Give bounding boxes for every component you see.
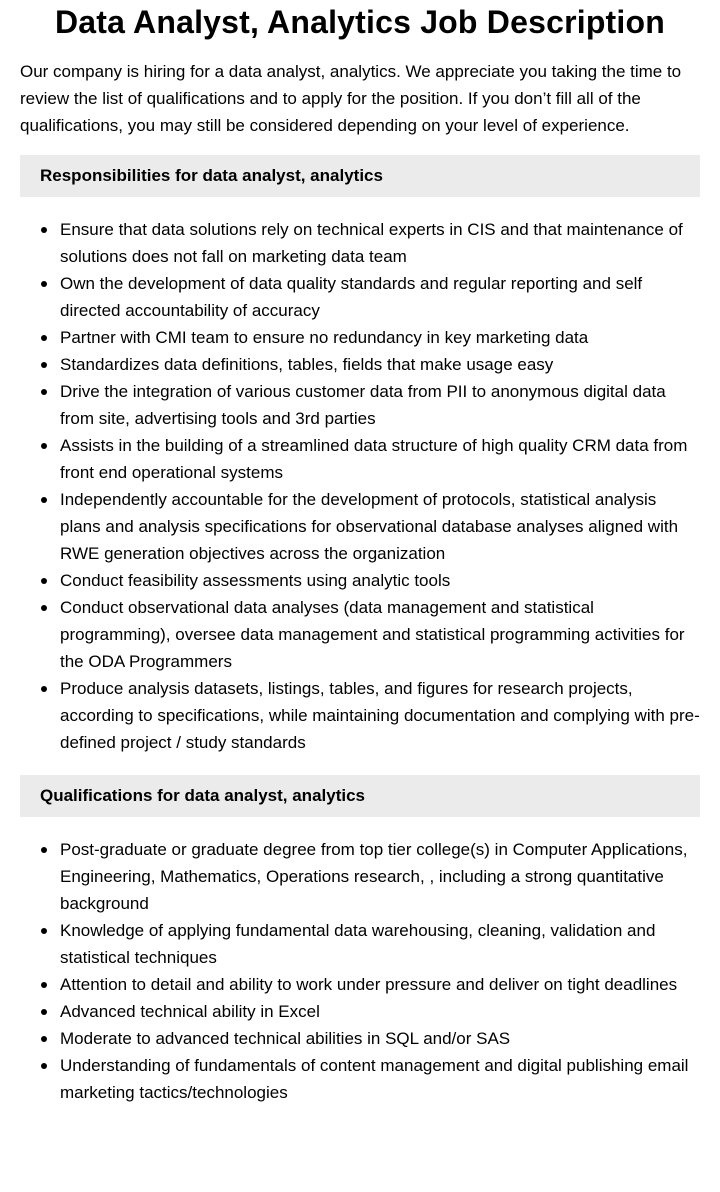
list-item bbox=[60, 324, 700, 351]
list-item-text: Advanced technical ability in Excel bbox=[60, 1002, 320, 1021]
list-item-text: Assists in the building of a streamlined data structure of high quality CRM data from front end operational systems bbox=[60, 436, 688, 482]
list-item-text: Conduct feasibility assessments using analytic tools bbox=[60, 571, 451, 590]
bullet-icon bbox=[41, 1063, 47, 1069]
list-item bbox=[60, 432, 700, 486]
bullet-icon bbox=[41, 281, 47, 287]
list-item bbox=[60, 917, 700, 971]
list-item-text: Standardizes data definitions, tables, fields that make usage easy bbox=[60, 355, 554, 374]
qualifications-heading: Qualifications for data analyst, analytics bbox=[20, 775, 700, 817]
list-item-text: Conduct observational data analyses (data management and statistical programming), oversee data management and statistical programming activities for the ODA Programmers bbox=[60, 598, 685, 671]
list-item-text: Drive the integration of various customer data from PII to anonymous digital data from site, advertising tools and 3rd parties bbox=[60, 382, 666, 428]
list-item-text: Attention to detail and ability to work under pressure and deliver on tight deadlines bbox=[60, 975, 678, 994]
bullet-icon bbox=[41, 1036, 47, 1042]
list-item bbox=[60, 594, 700, 675]
responsibilities-list bbox=[20, 216, 700, 756]
list-item-text: Ensure that data solutions rely on technical experts in CIS and that maintenance of solutions does not fall on marketing data team bbox=[60, 220, 683, 266]
list-item bbox=[60, 486, 700, 567]
list-item bbox=[60, 567, 700, 594]
intro-paragraph: Our company is hiring for a data analyst, analytics. We appreciate you taking the time to review the list of qualifications and to apply for the position. If you don’t fill all of the qualifications, you may still be considered depending on your level of experience. bbox=[20, 62, 682, 135]
bullet-icon bbox=[41, 982, 47, 988]
list-item bbox=[60, 836, 700, 917]
list-item bbox=[60, 216, 700, 270]
bullet-icon bbox=[41, 605, 47, 611]
page-title: Data Analyst, Analytics Job Description bbox=[54, 4, 666, 40]
list-item-text: Post-graduate or graduate degree from top tier college(s) in Computer Applications, Engineering, Mathematics, Operations research, , including a strong quantitative background bbox=[60, 840, 688, 913]
qualifications-list bbox=[20, 836, 700, 1106]
list-item bbox=[60, 1052, 700, 1106]
bullet-icon bbox=[41, 443, 47, 449]
bullet-icon bbox=[41, 578, 47, 584]
bullet-icon bbox=[41, 1009, 47, 1015]
bullet-icon bbox=[41, 335, 47, 341]
bullet-icon bbox=[41, 928, 47, 934]
list-item-text: Partner with CMI team to ensure no redundancy in key marketing data bbox=[60, 328, 589, 347]
bullet-icon bbox=[41, 847, 47, 853]
list-item bbox=[60, 998, 700, 1025]
list-item bbox=[60, 351, 700, 378]
list-item-text: Own the development of data quality standards and regular reporting and self directed accountability of accuracy bbox=[60, 274, 643, 320]
bullet-icon bbox=[41, 389, 47, 395]
list-item-text: Knowledge of applying fundamental data warehousing, cleaning, validation and statistical techniques bbox=[60, 921, 656, 967]
list-item bbox=[60, 675, 700, 756]
list-item-text: Understanding of fundamentals of content management and digital publishing email marketing tactics/technologies bbox=[60, 1056, 689, 1102]
bullet-icon bbox=[41, 362, 47, 368]
list-item bbox=[60, 270, 700, 324]
bullet-icon bbox=[41, 227, 47, 233]
list-item-text: Independently accountable for the development of protocols, statistical analysis plans and analysis specifications for observational database analyses aligned with RWE generation objectives across the organization bbox=[60, 490, 679, 563]
list-item bbox=[60, 971, 700, 998]
list-item-text: Moderate to advanced technical abilities in SQL and/or SAS bbox=[60, 1029, 511, 1048]
list-item-text: Produce analysis datasets, listings, tables, and figures for research projects, according to specifications, while maintaining documentation and complying with pre-defined project / study standards bbox=[60, 679, 700, 752]
responsibilities-heading: Responsibilities for data analyst, analytics bbox=[20, 155, 700, 197]
bullet-icon bbox=[41, 497, 47, 503]
list-item bbox=[60, 1025, 700, 1052]
bullet-icon bbox=[41, 686, 47, 692]
list-item bbox=[60, 378, 700, 432]
